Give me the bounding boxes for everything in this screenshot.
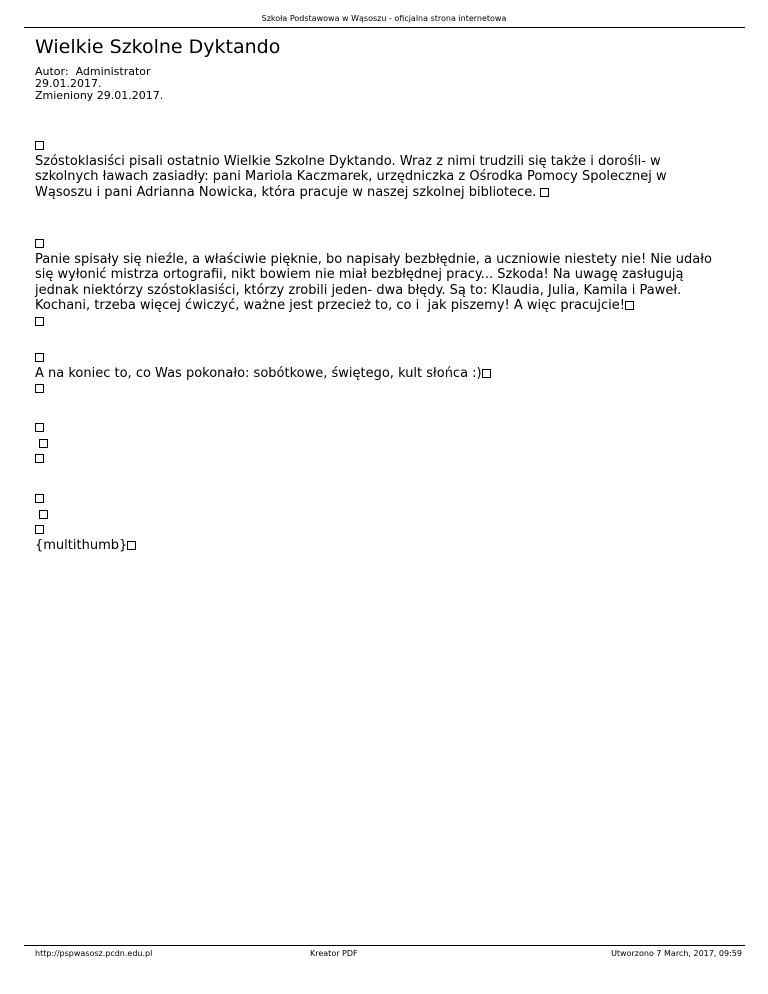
header-divider [24, 27, 745, 28]
p1-line-3: Wąsoszu i pani Adrianna Nowicka, która pracuje w naszej szkolnej bibliotece. [35, 184, 537, 200]
author-line: Autor: Administrator [35, 65, 151, 78]
missing-glyph-icon [127, 541, 136, 550]
missing-glyph-icon [35, 353, 44, 362]
p1-line-1: Szóstoklasiści pisali ostatnio Wielkie Szkolne Dyktando. Wraz z nimi trudzili się także i dorośli- w [35, 153, 661, 169]
article-title: Wielkie Szkolne Dyktando [35, 36, 281, 58]
p2-line-2: się wyłonić mistrza ortografii, nikt bowiem nie miał bezbłędnej pracy... Szkoda! Na uwagę zasługują [35, 267, 684, 282]
missing-glyph-icon [35, 239, 44, 248]
footer-url: http://pspwasosz.pcdn.edu.pl [35, 949, 153, 958]
missing-glyph-icon [35, 454, 44, 463]
missing-glyph-icon [35, 494, 44, 503]
missing-glyph-icon [35, 384, 44, 393]
footer-divider [24, 945, 745, 946]
footer-created: Utworzono 7 March, 2017, 09:59 [611, 949, 742, 958]
article-meta [35, 66, 163, 102]
p2-line-4: Kochani, trzeba więcej ćwiczyć, ważne jest przecież to, co i jak piszemy! A więc pracujcie! [35, 298, 625, 313]
paragraph-1 [35, 138, 720, 200]
missing-glyph-icon [625, 301, 634, 310]
missing-glyph-icon [35, 141, 44, 150]
missing-glyph-icon [35, 423, 44, 432]
missing-glyph-icon [39, 510, 48, 519]
missing-glyph-icon [35, 317, 44, 326]
p2-line-3: jednak niektórzy szóstoklasiści, którzy zrobili jeden- dwa błędy. Są to: Klaudia, Julia, Kamila i Paweł. [35, 282, 682, 298]
modified-date: Zmieniony 29.01.2017. [35, 89, 164, 102]
paragraph-3 [35, 350, 720, 397]
multithumb-tag: {multithumb} [35, 537, 128, 553]
missing-glyph-icon [39, 439, 48, 448]
footer-generator: Kreator PDF [310, 949, 358, 958]
missing-glyph-icon [482, 369, 491, 378]
p3-line-1: A na koniec to, co Was pokonało: sobótkowe, świętego, kult słońca :) [35, 365, 482, 381]
p2-line-1: Panie spisały się nieźle, a właściwie pięknie, bo napisały bezbłędnie, a uczniowie niestety nie! Nie udało [35, 251, 712, 267]
missing-glyph-icon [540, 188, 549, 197]
page-header: Szkoła Podstawowa w Wąsoszu - oficjalna strona internetowa [261, 14, 507, 23]
multithumb-block [35, 491, 720, 553]
article-date: 29.01.2017. [35, 77, 102, 90]
p1-line-2: szkolnych ławach zasiadły: pani Mariola Kaczmarek, urzędniczka z Ośrodka Pomocy Spolecznej w [35, 169, 667, 184]
paragraph-2 [35, 236, 720, 329]
missing-glyph-icon [35, 525, 44, 534]
empty-block-1 [35, 420, 720, 467]
